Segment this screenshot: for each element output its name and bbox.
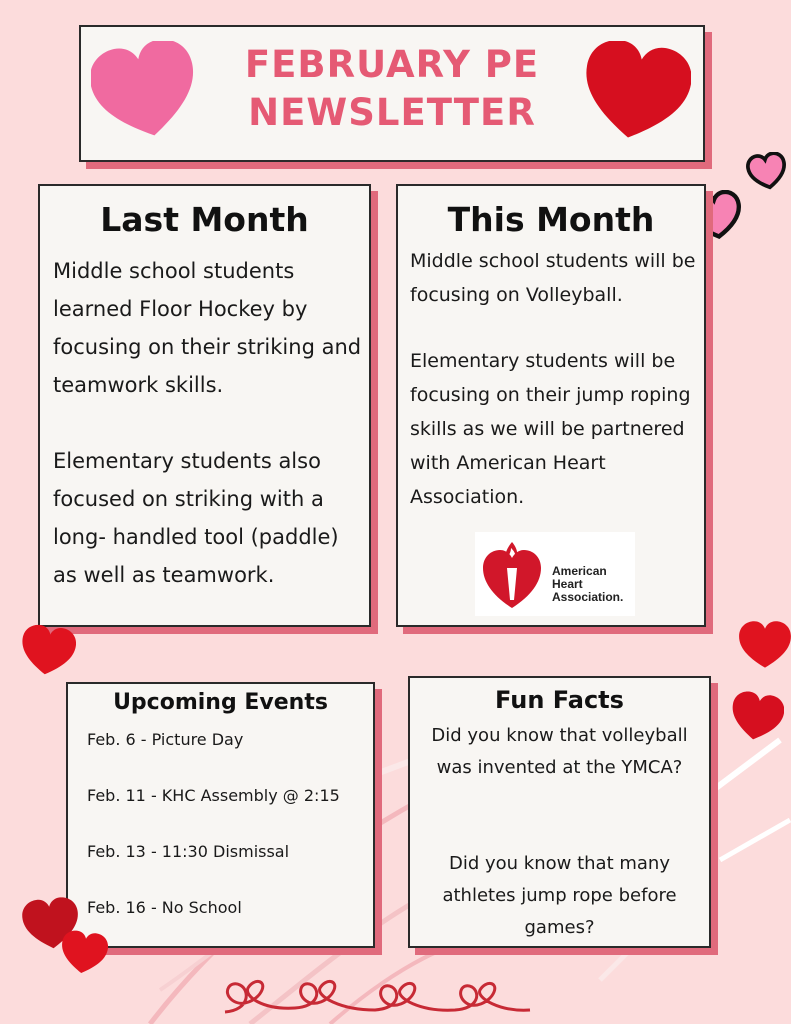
last-month-paragraph-1: Middle school students learned Floor Hockey by focusing on their striking and teamwork skills.: [53, 259, 362, 397]
last-month-paragraph-2: Elementary students also focused on striking with a long- handled tool (paddle) as well as teamwork.: [53, 449, 339, 587]
this-month-heading: This Month: [447, 200, 655, 239]
title-line-2: NEWSLETTER: [248, 91, 536, 134]
event-item: Feb. 13 - 11:30 Dismissal: [87, 842, 290, 861]
fun-fact-1: Did you know that volleyball was invented at the YMCA?: [431, 725, 688, 778]
upcoming-events-heading: Upcoming Events: [113, 690, 328, 715]
last-month-heading: Last Month: [100, 200, 309, 239]
fun-facts-heading: Fun Facts: [495, 686, 624, 714]
aha-line-3: Association.: [552, 590, 624, 604]
this-month-paragraph-1: Middle school students will be focusing on Volleyball.: [410, 250, 696, 306]
event-item: Feb. 16 - No School: [87, 898, 242, 917]
this-month-paragraph-2: Elementary students will be focusing on their jump roping skills as we will be partnered with American Heart Association.: [410, 350, 691, 508]
fun-fact-2: Did you know that many athletes jump rope before games?: [442, 853, 677, 938]
title-line-1: FEBRUARY PE: [244, 43, 540, 86]
aha-line-1: American: [552, 564, 607, 578]
aha-line-2: Heart: [552, 577, 583, 591]
event-item: Feb. 11 - KHC Assembly @ 2:15: [87, 786, 340, 805]
event-item: Feb. 6 - Picture Day: [87, 730, 244, 749]
